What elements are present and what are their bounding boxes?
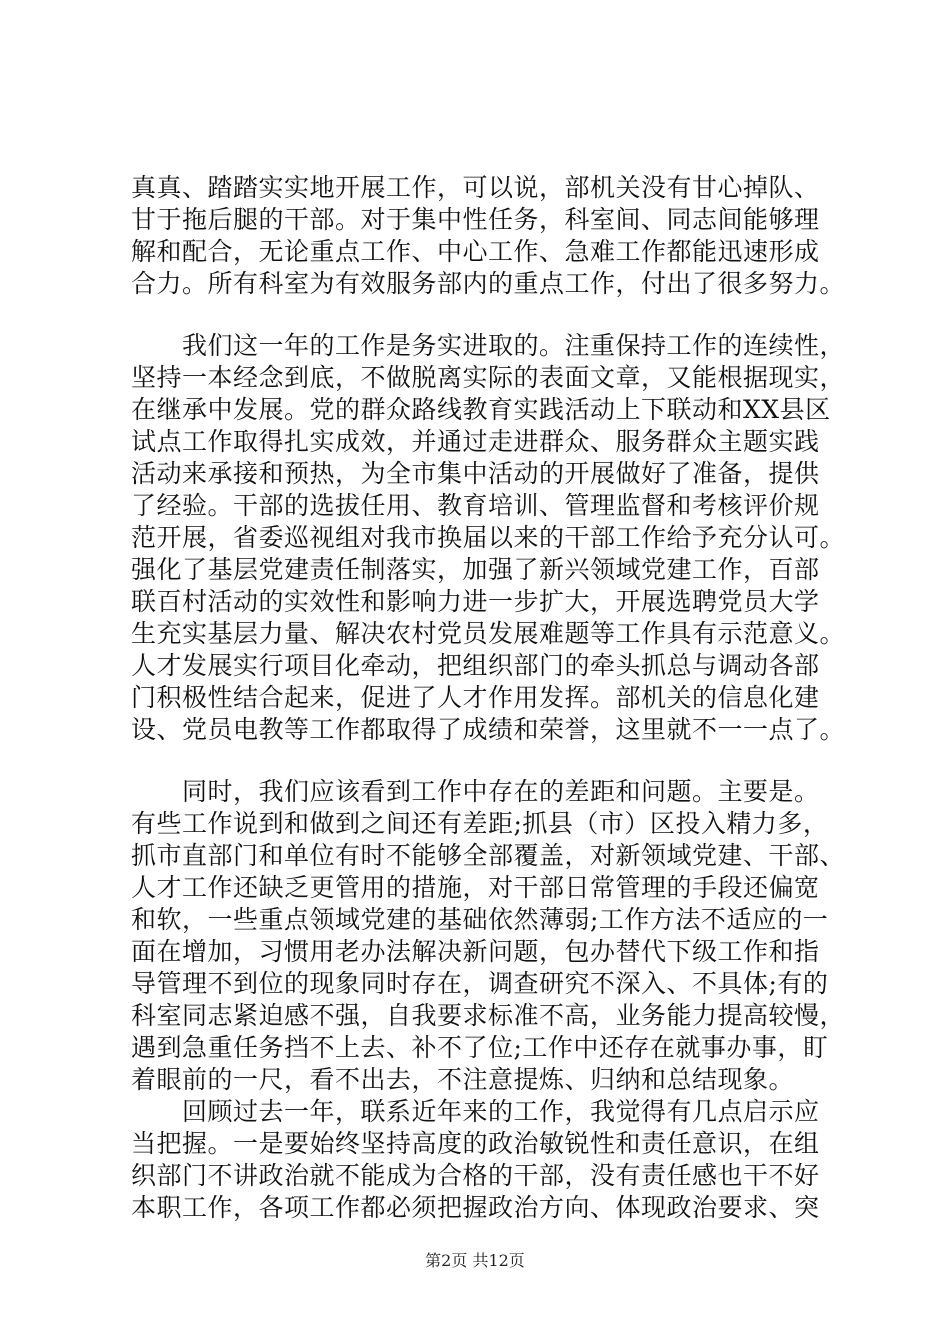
text-line: 联百村活动的实效性和影响力进一步扩大，开展选聘党员大学 [131,587,820,616]
text-line: 我们这一年的工作是务实进取的。注重保持工作的连续性， [131,331,846,360]
text-line: 强化了基层党建责任制落实，加强了新兴领域党建工作，百部 [131,555,820,584]
text-line: 和软，一些重点领域党建的基础依然薄弱;工作方法不适应的一 [131,905,829,934]
text-line: 门积极性结合起来，促进了人才作用发挥。部机关的信息化建 [131,683,820,712]
text-line: 甘于拖后腿的干部。对于集中性任务，科室间、同志间能够理 [131,205,820,234]
text-line: 面在增加，习惯用老办法解决新问题，包办替代下级工作和指 [131,937,820,966]
text-line: 坚持一本经念到底，不做脱离实际的表面文章，又能根据现实， [131,363,846,392]
text-line: 活动来承接和预热，为全市集中活动的开展做好了准备，提供 [131,459,820,488]
text-line: 回顾过去一年，联系近年来的工作，我觉得有几点启示应 [131,1097,820,1126]
text-line: 织部门不讲政治就不能成为合格的干部，没有责任感也干不好 [131,1161,820,1190]
text-line: 导管理不到位的现象同时存在，调查研究不深入、不具体;有的 [131,969,829,998]
page-number-footer: 第2页 共12页 [425,1251,525,1270]
text-line: 本职工作，各项工作都必须把握政治方向、体现政治要求、突 [131,1193,820,1222]
text-line: 了经验。干部的选拔任用、教育培训、管理监督和考核评价规 [131,491,820,520]
text-line: 范开展，省委巡视组对我市换届以来的干部工作给予充分认可。 [131,523,846,552]
text-line: 人才工作还缺乏更管用的措施，对干部日常管理的手段还偏宽 [131,873,820,902]
text-line: 设、党员电教等工作都取得了成绩和荣誉，这里就不一一点了。 [131,715,846,744]
text-line: 解和配合，无论重点工作、中心工作、急难工作都能迅速形成 [131,237,820,266]
text-line: 试点工作取得扎实成效，并通过走进群众、服务群众主题实践 [131,427,820,456]
text-line: 抓市直部门和单位有时不能够全部覆盖，对新领域党建、干部、 [131,841,846,870]
text-line: 生充实基层力量、解决农村党员发展难题等工作具有示范意义。 [131,619,846,648]
text-line: 真真、踏踏实实地开展工作，可以说，部机关没有甘心掉队、 [131,173,820,202]
text-line: 人才发展实行项目化牵动，把组织部门的牵头抓总与调动各部 [131,651,820,680]
text-line: 科室同志紧迫感不强，自我要求标准不高，业务能力提高较慢， [131,1001,846,1030]
text-line: 在继承中发展。党的群众路线教育实践活动上下联动和XX县区 [131,395,831,424]
text-line: 同时，我们应该看到工作中存在的差距和问题。主要是。 [131,777,820,806]
text-line: 遇到急重任务挡不上去、补不了位;工作中还存在就事办事，盯 [131,1033,829,1062]
text-line: 合力。所有科室为有效服务部内的重点工作，付出了很多努力。 [131,269,846,298]
text-line: 有些工作说到和做到之间还有差距;抓县（市）区投入精力多， [131,809,829,838]
text-line: 当把握。一是要始终坚持高度的政治敏锐性和责任意识，在组 [131,1129,820,1158]
text-line: 着眼前的一尺，看不出去，不注意提炼、归纳和总结现象。 [131,1065,795,1094]
